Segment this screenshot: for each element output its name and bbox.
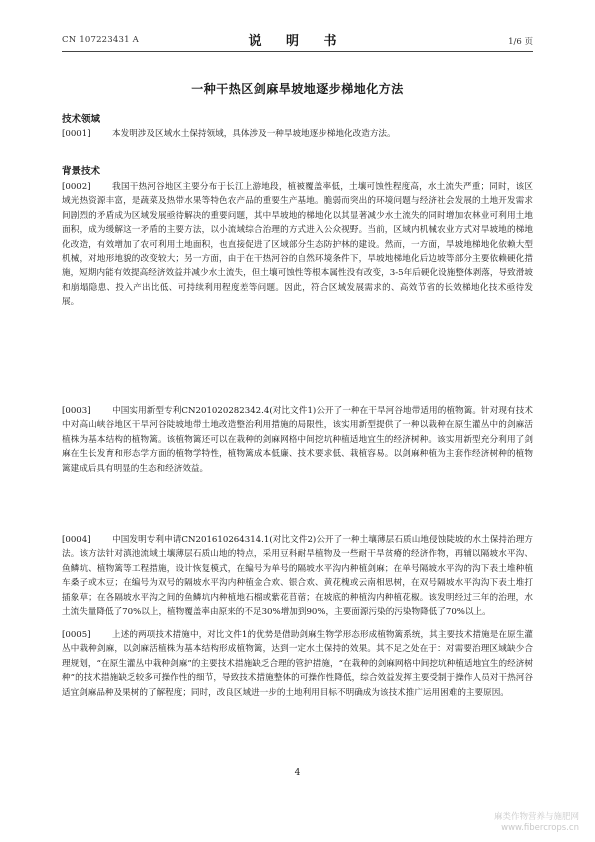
- paragraph-text: 本发明涉及区域水土保持领域，具体涉及一种旱坡地逐步梯地化改造方法。: [112, 129, 396, 139]
- paragraph-number: [0004]: [62, 535, 91, 545]
- paragraph-number: [0005]: [62, 630, 91, 640]
- paragraph-0003: [62, 404, 533, 476]
- section-heading-background: 背景技术: [62, 166, 101, 177]
- document-type-heading: 说 明 书: [248, 34, 347, 49]
- section-heading-tech-field: 技术领域: [62, 114, 101, 125]
- patent-number: CN 107223431 A: [62, 35, 139, 45]
- paragraph-number: [0001]: [62, 129, 91, 139]
- paragraph-text: 中国实用新型专利CN201020282342.4(对比文件1)公开了一种在干旱河谷地带适用的植物篱。针对现有技术中对高山峡谷地区干旱河谷陡坡地带土地改造整治利用措施的局限性，该实用新型提供了一种以栽种在原生灌丛中的剑麻活植株为基本结构的植物篱。该植物篱还可以在栽种的剑麻网格中间挖坑种植适地宜生的经济树种。该实用新型充分利用了剑麻在生长发育和形态学方面的植物学特性，植物篱成本低廉、技术要求低、栽植容易。以剑麻种植为主套作经济树种的植物篱建成后具有明显的生态和经济效益。: [62, 406, 533, 474]
- paragraph-text: 上述的两项技术措施中，对比文件1的优势是借助剑麻生物学形态形成植物篱系统，其主要技术措施是在原生灌丛中栽种剑麻，以剑麻活植株为基本结构形成植物篱，达到一定水土保持的效果。其不足之处在于：对需要治理区域缺少合理规划，“在原生灌丛中栽种剑麻”的主要技术措施缺乏合理的管护措施，“在栽种的剑麻网格中间挖坑种植适地宜生的经济树种”的技术措施缺乏较多可操作性的细节，导致技术措施整体的可操作性降低，综合效益发挥主要受制于操作人员对干热河谷适宜剑麻品种及果树的了解程度；同时，改良区域进一步的土地利用目标不明确成为该技术推广运用困难的主要原因。: [62, 630, 533, 698]
- paragraph-number: [0003]: [62, 406, 91, 416]
- watermark-site-name: 麻类作物营养与施肥网: [493, 812, 579, 822]
- paragraph-text: 我国干热河谷地区主要分布于长江上游地段，植被覆盖率低，土壤可蚀性程度高，水土流失严重；同时，该区域光热资源丰富，是蔬菜及热带水果等特色农产品的重要生产基地。脆弱而突出的环境问题与经济社会发展的土地开发需求间剧烈的矛盾成为区域发展亟待解决的重要问题，其中旱坡地的梯地化以其显著减少水土流失的同时增加农林业可利用土地面积，成为缓解这一矛盾的主要方法，以小流域综合治理的方式进入公众视野。当前，区域内机械农业方式对旱坡地的梯地化改造，有效增加了农可利用土地面积，也直接促进了区域部分生态防护林的建设。然而，一方面，旱坡地梯地化依赖大型机械，对地形地貌的改变较大；另一方面，由于在干热河谷的自然环境条件下，旱坡地梯地化后边坡等部分主要依赖硬化措施，短期内能有效提高经济效益并减少水土流失，但土壤可蚀性等根本属性没有改变，3-5年后硬化设施整体剥落，导致滑坡和崩塌隐患、投入产出比低、可持续利用程度差等问题。因此，符合区域发展需求的、高效节省的长效梯地化技术亟待发展。: [62, 182, 533, 308]
- watermark: [494, 812, 579, 834]
- invention-title: 一种干热区剑麻旱坡地逐步梯地化方法: [191, 82, 404, 96]
- paragraph-text: 中国发明专利申请CN201610264314.1(对比文件2)公开了一种土壤薄层石质山地侵蚀陡坡的水土保持治理方法。该方法针对滇池流域土壤薄层石质山地的特点，采用豆科耐旱植物及一些耐干旱贫瘠的经济作物，再辅以隔坡水平沟、鱼鳞坑、植物篱等工程措施，设计恢复模式，在编号为单号的隔坡水平沟内种植剑麻；在单号隔坡水平沟的沟下表土堆种植车桑子或木豆；在编号为双号的隔坡水平沟内种植金合欢、银合欢、黄花槐或云南相思树，在双号隔坡水平沟沟下表土堆打插象草；在各隔坡水平沟之间的鱼鳞坑内种植地石榴或紫花苜蓿；在坡底的种植沟内种植花椒。该发明经过三年的治理，水土流失量降低了70%以上，植物覆盖率由原来的不足30%增加到90%，主要面源污染的污染物降低了70%以上。: [62, 535, 533, 618]
- paragraph-0001: [62, 127, 533, 141]
- header-divider: [62, 51, 533, 52]
- page-number: 4: [294, 768, 301, 778]
- paragraph-0002: [62, 180, 533, 310]
- page-count: 1/6 页: [508, 37, 533, 47]
- paragraph-0005: [62, 628, 533, 700]
- paragraph-0004: [62, 533, 533, 619]
- paragraph-number: [0002]: [62, 182, 91, 192]
- watermark-url: www.fibercrops.cn: [501, 823, 579, 833]
